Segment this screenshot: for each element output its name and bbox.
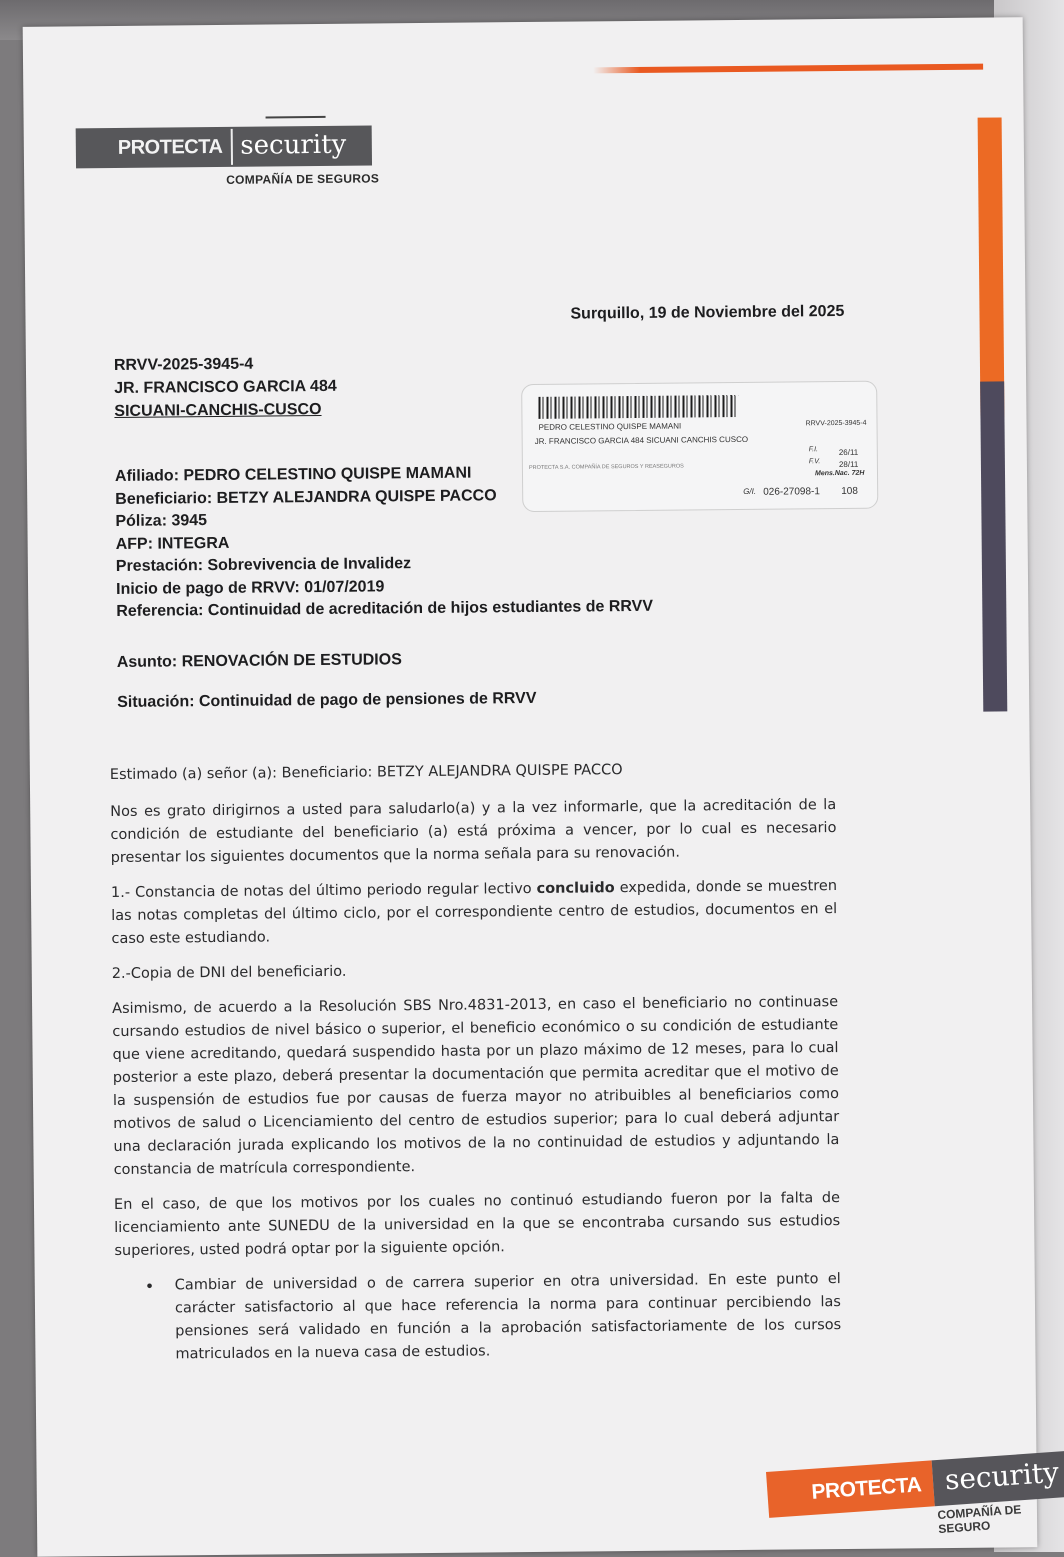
- asunto-line: Asunto: RENOVACIÓN DE ESTUDIOS: [116, 651, 402, 671]
- logo-security-text: security: [230, 128, 356, 165]
- recipient-address: [114, 352, 337, 423]
- footer-protecta-text: PROTECTA: [766, 1460, 935, 1517]
- logo-bar: [76, 125, 372, 168]
- prestacion-line: Prestación: Sobrevivencia de Invalidez: [115, 555, 412, 575]
- reference-code: RRVV-2025-3945-4: [113, 355, 254, 374]
- requirement-item-1: [111, 875, 838, 951]
- city-line: SICUANI-CANCHIS-CUSCO: [114, 400, 322, 420]
- item-1-text-b: expedida, donde se muestren las notas completas del último ciclo, por el correspondiente centro de estudios, documentos en el caso este estudiando.: [111, 878, 838, 948]
- slate-side-band: [980, 381, 1007, 711]
- footer-tagline: COMPAÑÍA DE SEGURO: [936, 1502, 1022, 1537]
- inicio-line: Inicio de pago de RRVV: 01/07/2019: [115, 577, 385, 598]
- label-gi-number: 108: [841, 485, 858, 497]
- label-fi-value: 26/11: [838, 447, 859, 458]
- label-fv-value: 28/11: [838, 459, 859, 470]
- resolution-paragraph: Asimismo, de acuerdo a la Resolución SBS Nro.4831-2013, en caso el beneficiario no continuase cursando estudios de nivel básico o superior, el beneficio económico o su condición de estudiante que viene acreditando, quedará suspendido hasta por un plazo máximo de 12 meses, para lo cual posterior a este plazo, deberá presentar la documentación que permita acreditar que el motivo de la suspensión de estudios fue por causas de fuerza mayor no atribuibles al beneficiarios como motivos de salud o Licenciamiento del centro de estudios superior; para lo cual deberá adjuntar una declaración jurada explicando los motivos de la no continuidad de estudios y adjuntando la constancia de matrícula correspondiente.: [112, 994, 840, 1179]
- label-fv: F.V.: [808, 458, 821, 466]
- label-company: PROTECTA S.A. COMPAÑÍA DE SEGUROS Y REASEGUROS: [528, 463, 684, 471]
- option-bullet: [115, 1268, 842, 1367]
- pen-mark: [266, 116, 326, 119]
- logo-protecta-text: PROTECTA: [117, 135, 223, 159]
- afp-line: AFP: INTEGRA: [115, 534, 230, 553]
- label-fi: F.I.: [808, 446, 819, 454]
- bullet-text: Cambiar de universidad o de carrera superior en otra universidad. En este punto el carácter satisfactorio al que hace referencia la norma para continuar percibiendo las pensiones será validado en función a la aprobación satisfactoriamente de los cursos matriculados en la nueva casa de estudios.: [174, 1271, 842, 1363]
- label-gi-value: 026-27098-1: [763, 486, 820, 498]
- poliza-line: Póliza: 3945: [115, 512, 208, 530]
- label-service: Mens.Nac. 72H: [814, 469, 865, 478]
- label-ref: RRVV-2025-3945-4: [805, 419, 867, 428]
- letter-body: [110, 757, 842, 1367]
- bullet-icon: •: [144, 1276, 155, 1296]
- header-logo: [76, 125, 380, 188]
- label-gi: G/I.: [743, 486, 757, 496]
- greeting: Estimado (a) señor (a): Beneficiario: BETZY ALEJANDRA QUISPE PACCO: [109, 762, 623, 784]
- orange-top-rule: [593, 64, 983, 74]
- footer-security-text: security: [932, 1451, 1064, 1507]
- requirement-item-2: 2.-Copia de DNI del beneficiario.: [111, 963, 347, 983]
- street-line: JR. FRANCISCO GARCIA 484: [114, 377, 337, 397]
- letter-date: Surquillo, 19 de Noviembre del 2025: [570, 302, 845, 323]
- item-1-bold: concluido: [536, 880, 615, 897]
- situacion-line: Situación: Continuidad de pago de pensiones de RRVV: [117, 689, 537, 711]
- beneficiario-line: Beneficiario: BETZY ALEJANDRA QUISPE PACCO: [115, 486, 497, 508]
- label-address: JR. FRANCISCO GARCIA 484 SICUANI CANCHIS CUSCO: [534, 434, 749, 446]
- item-1-text-a: 1.- Constancia de notas del último periodo regular lectivo: [110, 880, 537, 902]
- label-name: PEDRO CELESTINO QUISPE MAMANI: [538, 421, 682, 432]
- orange-side-band: [978, 117, 1005, 417]
- sunedu-paragraph: En el caso, de que los motivos por los cuales no continuó estudiando fueron por la falta de licenciamiento ante SUNEDU de la universidad en la que se encontraba cursando sus estudios superiores, usted podrá optar por la siguiente opción.: [113, 1190, 841, 1260]
- referencia-line: Referencia: Continuidad de acreditación de hijos estudiantes de RRVV: [116, 597, 654, 620]
- letter-page: [23, 17, 1038, 1557]
- barcode: [538, 395, 738, 419]
- afiliado-line: Afiliado: PEDRO CELESTINO QUISPE MAMANI: [114, 464, 472, 485]
- logo-tagline: COMPAÑÍA DE SEGUROS: [226, 171, 380, 187]
- policy-details: [115, 461, 653, 624]
- intro-paragraph: Nos es grato dirigirnos a usted para saludarlo(a) y a la vez informarle, que la acreditación de la condición de estudiante del beneficiario (a) está próxima a vencer, por lo cual es necesario presentar los siguientes documentos que la norma señala para su renovación.: [110, 797, 837, 867]
